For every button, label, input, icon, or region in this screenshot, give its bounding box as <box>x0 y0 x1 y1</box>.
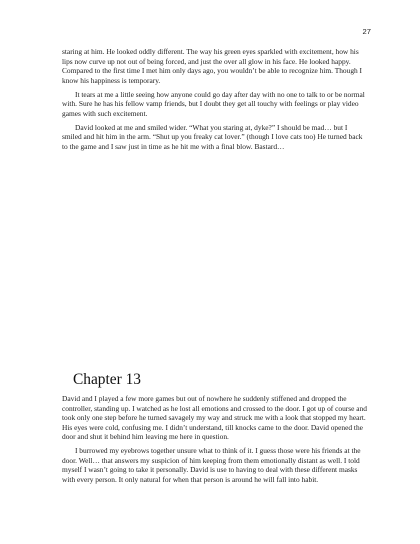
chapter-heading: Chapter 13 <box>73 371 141 388</box>
paragraph: staring at him. He looked oddly different. The way his green eyes sparkled with excitement, how his lips now curve up not out of being forced, and just the over all glow in his face. He looked happy. Compared to the first time I met him only days ago, you wouldn’t be able to recognize him. Though I know his happiness is temporary. <box>62 47 363 85</box>
top-text-section <box>62 47 368 156</box>
paragraph: It tears at me a little seeing how anyone could go day after day with no one to talk to or be normal with. Sure he has his fellow vamp friends, but I doubt they get all touchy with feelings or play video games with such excitement. <box>62 89 365 118</box>
chapter-text-section <box>62 394 368 489</box>
paragraph: David and I played a few more games but out of nowhere he suddenly stiffened and dropped the controller, standing up. I watched as he lost all emotions and crossed to the door. I got up of course and took only one step before he turned savagely my way and struck me with a look that stopped my heart. His eyes were cold, confusing me. I didn’t understand, till knocks came to the door. David opened the door and shut it behind him leaving me here in question. <box>62 394 367 442</box>
page-number: 27 <box>362 27 371 36</box>
paragraph: I burrowed my eyebrows together unsure what to think of it. I guess those were his friends at the door. Well… that answers my suspicion of him keeping from them emotionally distant as well. I told myself I wasn’t going to take it personally. David is use to having to deal with these different masks with every person. It only natural for when that person is around he will fall into habit. <box>62 446 361 484</box>
paragraph: David looked at me and smiled wider. “What you staring at, dyke?” I should be mad… but I smiled and hit him in the arm. “Shut up you freaky cat lover.” (though I love cats too) He turned back to the game and I saw just in time as he hit me with a final blow. Bastard… <box>62 122 363 151</box>
